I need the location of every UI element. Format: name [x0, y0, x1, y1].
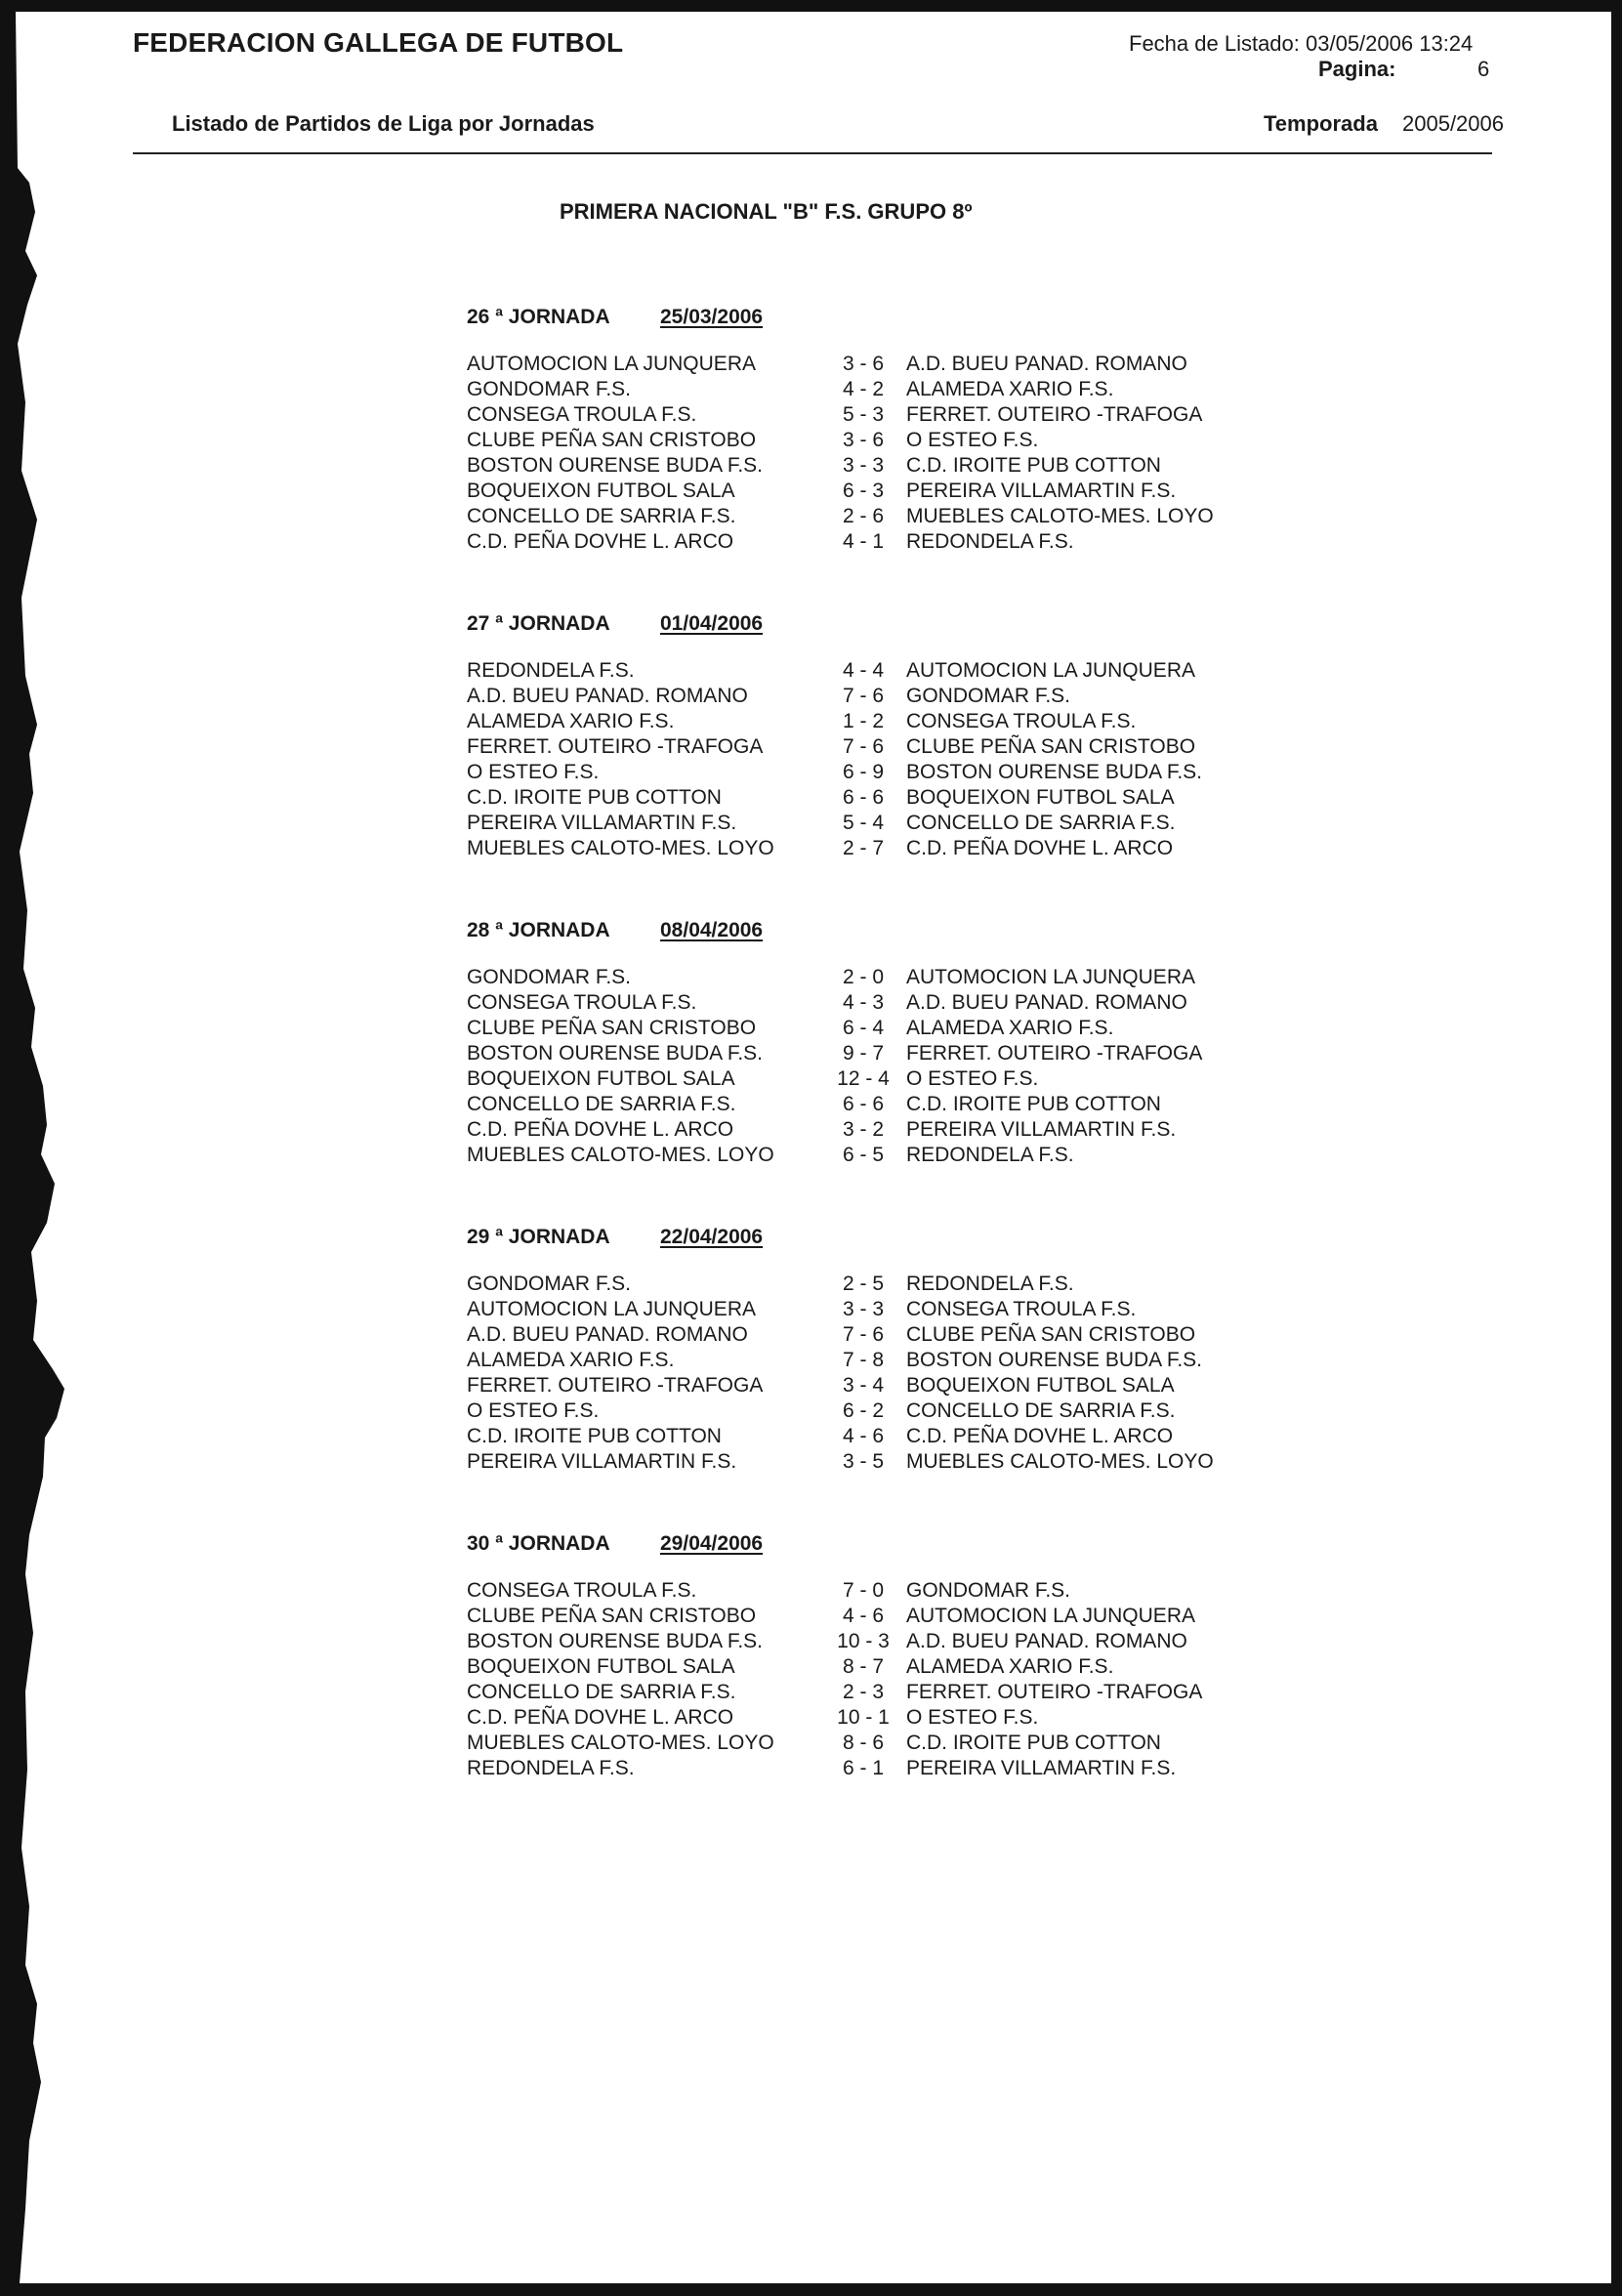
home-team: C.D. PEÑA DOVHE L. ARCO: [467, 1118, 734, 1141]
match-row: [467, 453, 1346, 479]
round-name: 30 ª JORNADA: [467, 1532, 610, 1555]
away-team: CLUBE PEÑA SAN CRISTOBO: [906, 1323, 1196, 1346]
match-score: 9 - 7: [842, 1042, 885, 1065]
away-team: FERRET. OUTEIRO -TRAFOGA: [906, 1681, 1203, 1703]
away-team: MUEBLES CALOTO-MES. LOYO: [906, 505, 1214, 527]
match-row: [467, 377, 1346, 402]
match-score: 4 - 2: [842, 378, 885, 400]
home-team: C.D. IROITE PUB COTTON: [467, 786, 722, 809]
match-score: 6 - 4: [842, 1017, 885, 1039]
away-team: C.D. IROITE PUB COTTON: [906, 1732, 1161, 1754]
away-team: CLUBE PEÑA SAN CRISTOBO: [906, 735, 1196, 758]
match-score: 10 - 3: [837, 1630, 890, 1652]
round-section: [467, 609, 1346, 916]
away-team: AUTOMOCION LA JUNQUERA: [906, 1605, 1195, 1627]
listing-subtitle: Listado de Partidos de Liga por Jornadas: [172, 111, 595, 136]
home-team: GONDOMAR F.S.: [467, 1273, 632, 1295]
match-row: [467, 836, 1346, 861]
home-team: CONSEGA TROULA F.S.: [467, 403, 697, 426]
home-team: MUEBLES CALOTO-MES. LOYO: [467, 837, 774, 859]
home-team: BOSTON OURENSE BUDA F.S.: [467, 1630, 764, 1652]
away-team: O ESTEO F.S.: [906, 429, 1039, 451]
home-team: REDONDELA F.S.: [467, 659, 635, 682]
match-score: 6 - 6: [842, 1093, 885, 1115]
match-row: [467, 1629, 1346, 1654]
match-score: 3 - 6: [842, 429, 885, 451]
match-score: 6 - 9: [842, 761, 885, 783]
away-team: MUEBLES CALOTO-MES. LOYO: [906, 1450, 1214, 1473]
round-date: 25/03/2006: [660, 306, 764, 328]
match-row: [467, 352, 1346, 377]
round-heading: [467, 916, 763, 945]
federation-title: FEDERACION GALLEGA DE FUTBOL: [133, 27, 624, 58]
home-team: PEREIRA VILLAMARTIN F.S.: [467, 1450, 737, 1473]
home-team: ALAMEDA XARIO F.S.: [467, 710, 675, 732]
match-row: [467, 1373, 1346, 1398]
away-team: ALAMEDA XARIO F.S.: [906, 1017, 1114, 1039]
match-score: 1 - 2: [842, 710, 885, 732]
match-row: [467, 1117, 1346, 1143]
away-team: AUTOMOCION LA JUNQUERA: [906, 659, 1195, 682]
home-team: A.D. BUEU PANAD. ROMANO: [467, 685, 748, 707]
match-score: 4 - 3: [842, 991, 885, 1014]
match-row: [467, 1680, 1346, 1705]
round-name: 28 ª JORNADA: [467, 919, 610, 941]
away-team: AUTOMOCION LA JUNQUERA: [906, 966, 1195, 988]
match-score: 6 - 2: [842, 1399, 885, 1422]
match-score: 2 - 6: [842, 505, 885, 527]
away-team: PEREIRA VILLAMARTIN F.S.: [906, 480, 1177, 502]
match-row: [467, 1424, 1346, 1449]
match-score: 2 - 7: [842, 837, 885, 859]
away-team: ALAMEDA XARIO F.S.: [906, 1655, 1114, 1678]
match-score: 7 - 6: [842, 735, 885, 758]
home-team: REDONDELA F.S.: [467, 1757, 635, 1779]
match-score: 4 - 1: [842, 530, 885, 553]
home-team: PEREIRA VILLAMARTIN F.S.: [467, 812, 737, 834]
round-name: 27 ª JORNADA: [467, 612, 610, 635]
match-score: 7 - 8: [842, 1349, 885, 1371]
match-score: 3 - 3: [842, 1298, 885, 1320]
away-team: REDONDELA F.S.: [906, 1144, 1074, 1166]
match-row: [467, 709, 1346, 734]
home-team: BOQUEIXON FUTBOL SALA: [467, 1655, 735, 1678]
home-team: BOQUEIXON FUTBOL SALA: [467, 480, 735, 502]
match-score: 6 - 3: [842, 480, 885, 502]
away-team: CONCELLO DE SARRIA F.S.: [906, 812, 1176, 834]
round-date: 08/04/2006: [660, 919, 764, 941]
match-row: [467, 1297, 1346, 1322]
listing-date: Fecha de Listado: 03/05/2006 13:24: [1129, 31, 1474, 56]
round-section: [467, 916, 1346, 1223]
away-team: REDONDELA F.S.: [906, 1273, 1074, 1295]
home-team: BOSTON OURENSE BUDA F.S.: [467, 454, 764, 477]
round-section: [467, 1223, 1346, 1529]
page-number-value: 6: [1477, 57, 1490, 81]
home-team: BOSTON OURENSE BUDA F.S.: [467, 1042, 764, 1065]
match-row: [467, 684, 1346, 709]
match-row: [467, 1272, 1346, 1297]
match-row: [467, 965, 1346, 990]
round-date: 01/04/2006: [660, 612, 764, 635]
match-score: 3 - 6: [842, 353, 885, 375]
home-team: FERRET. OUTEIRO -TRAFOGA: [467, 1374, 764, 1397]
match-score: 6 - 5: [842, 1144, 885, 1166]
season-label: Temporada: [1264, 111, 1378, 136]
away-team: BOQUEIXON FUTBOL SALA: [906, 786, 1175, 809]
match-row: [467, 1143, 1346, 1168]
match-score: 3 - 4: [842, 1374, 885, 1397]
match-row: [467, 1016, 1346, 1041]
round-section: [467, 1529, 1346, 1836]
match-row: [467, 1731, 1346, 1756]
match-row: [467, 1705, 1346, 1731]
match-row: [467, 658, 1346, 684]
home-team: GONDOMAR F.S.: [467, 966, 632, 988]
away-team: C.D. IROITE PUB COTTON: [906, 1093, 1161, 1115]
round-date: 29/04/2006: [660, 1532, 764, 1555]
away-team: BOQUEIXON FUTBOL SALA: [906, 1374, 1175, 1397]
home-team: AUTOMOCION LA JUNQUERA: [467, 353, 756, 375]
match-row: [467, 402, 1346, 428]
page-number-label: Pagina:: [1318, 57, 1396, 81]
home-team: C.D. IROITE PUB COTTON: [467, 1425, 722, 1447]
home-team: O ESTEO F.S.: [467, 761, 600, 783]
match-score: 5 - 4: [842, 812, 885, 834]
match-row: [467, 811, 1346, 836]
round-heading: [467, 1529, 763, 1559]
away-team: C.D. IROITE PUB COTTON: [906, 454, 1161, 477]
match-row: [467, 760, 1346, 785]
match-score: 12 - 4: [837, 1067, 890, 1090]
match-row: [467, 1604, 1346, 1629]
home-team: MUEBLES CALOTO-MES. LOYO: [467, 1144, 774, 1166]
home-team: A.D. BUEU PANAD. ROMANO: [467, 1323, 748, 1346]
away-team: CONCELLO DE SARRIA F.S.: [906, 1399, 1176, 1422]
home-team: CLUBE PEÑA SAN CRISTOBO: [467, 1605, 757, 1627]
home-team: CONSEGA TROULA F.S.: [467, 1579, 697, 1602]
rounds-list: [467, 303, 1346, 1836]
away-team: ALAMEDA XARIO F.S.: [906, 378, 1114, 400]
match-row: [467, 1449, 1346, 1475]
round-name: 26 ª JORNADA: [467, 306, 610, 328]
match-score: 3 - 5: [842, 1450, 885, 1473]
away-team: C.D. PEÑA DOVHE L. ARCO: [906, 1425, 1174, 1447]
match-score: 6 - 1: [842, 1757, 885, 1779]
match-row: [467, 990, 1346, 1016]
home-team: C.D. PEÑA DOVHE L. ARCO: [467, 1706, 734, 1729]
match-score: 2 - 0: [842, 966, 885, 988]
home-team: CONCELLO DE SARRIA F.S.: [467, 505, 736, 527]
match-score: 7 - 6: [842, 685, 885, 707]
away-team: PEREIRA VILLAMARTIN F.S.: [906, 1118, 1177, 1141]
round-heading: [467, 1223, 763, 1252]
match-row: [467, 1041, 1346, 1066]
away-team: REDONDELA F.S.: [906, 530, 1074, 553]
away-team: A.D. BUEU PANAD. ROMANO: [906, 353, 1187, 375]
home-team: CONSEGA TROULA F.S.: [467, 991, 697, 1014]
match-score: 3 - 2: [842, 1118, 885, 1141]
season-value: 2005/2006: [1402, 111, 1504, 136]
match-score: 5 - 3: [842, 403, 885, 426]
away-team: GONDOMAR F.S.: [906, 685, 1071, 707]
away-team: C.D. PEÑA DOVHE L. ARCO: [906, 837, 1174, 859]
match-score: 3 - 3: [842, 454, 885, 477]
away-team: GONDOMAR F.S.: [906, 1579, 1071, 1602]
match-score: 4 - 4: [842, 659, 885, 682]
away-team: A.D. BUEU PANAD. ROMANO: [906, 1630, 1187, 1652]
home-team: AUTOMOCION LA JUNQUERA: [467, 1298, 756, 1320]
away-team: CONSEGA TROULA F.S.: [906, 710, 1137, 732]
home-team: GONDOMAR F.S.: [467, 378, 632, 400]
competition-title: PRIMERA NACIONAL "B" F.S. GRUPO 8º: [560, 199, 973, 224]
match-row: [467, 1348, 1346, 1373]
home-team: CLUBE PEÑA SAN CRISTOBO: [467, 1017, 757, 1039]
away-team: FERRET. OUTEIRO -TRAFOGA: [906, 1042, 1203, 1065]
match-row: [467, 1322, 1346, 1348]
round-date: 22/04/2006: [660, 1226, 764, 1248]
away-team: FERRET. OUTEIRO -TRAFOGA: [906, 403, 1203, 426]
match-row: [467, 1398, 1346, 1424]
away-team: BOSTON OURENSE BUDA F.S.: [906, 1349, 1203, 1371]
away-team: O ESTEO F.S.: [906, 1706, 1039, 1729]
match-score: 10 - 1: [837, 1706, 890, 1729]
match-score: 2 - 5: [842, 1273, 885, 1295]
match-row: [467, 1756, 1346, 1781]
match-score: 4 - 6: [842, 1425, 885, 1447]
away-team: PEREIRA VILLAMARTIN F.S.: [906, 1757, 1177, 1779]
home-team: O ESTEO F.S.: [467, 1399, 600, 1422]
away-team: BOSTON OURENSE BUDA F.S.: [906, 761, 1203, 783]
match-row: [467, 1092, 1346, 1117]
home-team: MUEBLES CALOTO-MES. LOYO: [467, 1732, 774, 1754]
match-row: [467, 1066, 1346, 1092]
match-row: [467, 734, 1346, 760]
match-score: 2 - 3: [842, 1681, 885, 1703]
match-row: [467, 504, 1346, 529]
round-heading: [467, 303, 763, 332]
document-page: [8, 12, 1611, 2283]
match-score: 8 - 6: [842, 1732, 885, 1754]
match-score: 7 - 6: [842, 1323, 885, 1346]
header-divider: [133, 152, 1492, 154]
home-team: BOQUEIXON FUTBOL SALA: [467, 1067, 735, 1090]
match-score: 6 - 6: [842, 786, 885, 809]
match-score: 8 - 7: [842, 1655, 885, 1678]
away-team: A.D. BUEU PANAD. ROMANO: [906, 991, 1187, 1014]
home-team: CLUBE PEÑA SAN CRISTOBO: [467, 429, 757, 451]
home-team: CONCELLO DE SARRIA F.S.: [467, 1681, 736, 1703]
torn-paper-edge: [8, 12, 96, 2283]
round-heading: [467, 609, 763, 639]
round-section: [467, 303, 1346, 609]
away-team: O ESTEO F.S.: [906, 1067, 1039, 1090]
match-row: [467, 529, 1346, 555]
match-row: [467, 1578, 1346, 1604]
home-team: ALAMEDA XARIO F.S.: [467, 1349, 675, 1371]
home-team: CONCELLO DE SARRIA F.S.: [467, 1093, 736, 1115]
match-row: [467, 428, 1346, 453]
match-row: [467, 785, 1346, 811]
away-team: CONSEGA TROULA F.S.: [906, 1298, 1137, 1320]
match-row: [467, 1654, 1346, 1680]
round-name: 29 ª JORNADA: [467, 1226, 610, 1248]
match-score: 4 - 6: [842, 1605, 885, 1627]
home-team: C.D. PEÑA DOVHE L. ARCO: [467, 530, 734, 553]
match-row: [467, 479, 1346, 504]
match-score: 7 - 0: [842, 1579, 885, 1602]
home-team: FERRET. OUTEIRO -TRAFOGA: [467, 735, 764, 758]
